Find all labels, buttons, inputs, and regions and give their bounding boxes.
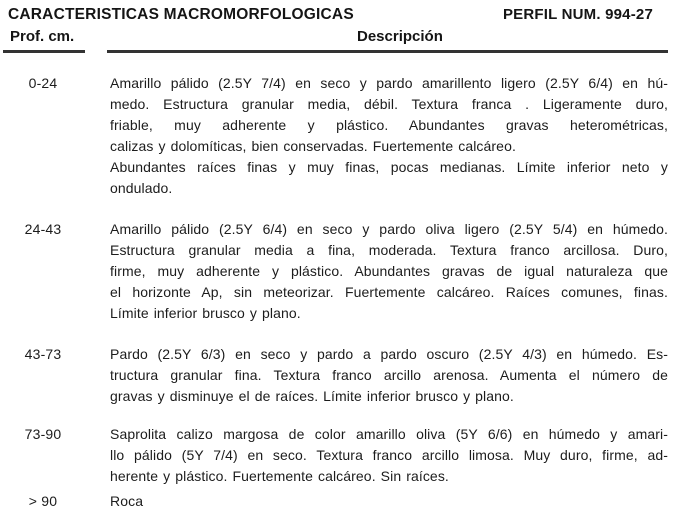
table-row (0, 219, 686, 324)
header-rule-left (3, 50, 85, 53)
description-line: calizas y dolomíticas, bien conservadas. Fuertemente calcáreo. (110, 138, 516, 154)
description-line: Roca (110, 493, 144, 509)
horizon-rows (0, 73, 686, 512)
description-line: Amarillo pálido (2.5Y 7/4) en seco y pardo amarillento ligero (2.5Y 6/4) en hú- (110, 75, 668, 91)
description-line: ondulado. (110, 180, 173, 196)
column-header-description: Descripción (357, 28, 443, 45)
depth-value: 73-90 (24, 426, 62, 442)
description-text (110, 344, 668, 407)
description-line: Amarillo pálido (2.5Y 6/4) en seco y pardo oliva ligero (2.5Y 5/4) en húmedo. (110, 221, 668, 237)
depth-value: 0-24 (28, 75, 58, 91)
table-row (0, 344, 686, 407)
description-line: Abundantes raíces finas y muy finas, pocas medianas. Límite inferior neto y (110, 159, 668, 175)
header-rule-right (107, 50, 668, 53)
description-line: friable, muy adherente y plástico. Abundantes gravas heterométricas, (110, 117, 668, 133)
description-text (110, 424, 668, 487)
table-row (0, 424, 686, 487)
description-line: Saprolita calizo margosa de color amarillo oliva (5Y 6/6) en húmedo y amari- (110, 426, 668, 442)
description-text (110, 219, 668, 324)
description-line: gravas y disminuye el de raíces. Límite inferior brusco y plano. (110, 388, 514, 404)
profile-number: PERFIL NUM. 994-27 (502, 6, 653, 23)
description-line: tructura granular fina. Textura franco arcillo arenosa. Aumenta el número de (110, 367, 668, 383)
description-line: herente y plástico. Fuertemente calcáreo. Sin raíces. (110, 468, 449, 484)
column-header-depth: Prof. cm. (10, 28, 75, 45)
depth-value: 24-43 (24, 221, 62, 237)
description-line: llo pálido (5Y 7/4) en seco. Textura franco arcillo limosa. Muy duro, firme, ad- (110, 447, 668, 463)
description-line: Límite inferior brusco y plano. (110, 305, 301, 321)
depth-value: 43-73 (24, 346, 62, 362)
table-row (0, 491, 686, 512)
description-line: Pardo (2.5Y 6/3) en seco y pardo a pardo oscuro (2.5Y 4/3) en húmedo. Es- (110, 346, 668, 362)
description-line: medo. Estructura granular media, débil. Textura franca . Ligeramente duro, (110, 96, 668, 112)
depth-value: > 90 (28, 493, 58, 509)
description-line: firme, muy adherente y plástico. Abundantes gravas de igual naturaleza que (110, 263, 668, 279)
table-row (0, 73, 686, 199)
description-text (110, 491, 668, 512)
description-line: Estructura granular media a fina, moderada. Textura franco arcillosa. Duro, (110, 242, 668, 258)
page-title: CARACTERISTICAS MACROMORFOLOGICAS (8, 6, 354, 23)
description-text (110, 73, 668, 199)
description-line: el horizonte Ap, sin meteorizar. Fuertemente calcáreo. Raíces comunes, finas. (110, 284, 668, 300)
